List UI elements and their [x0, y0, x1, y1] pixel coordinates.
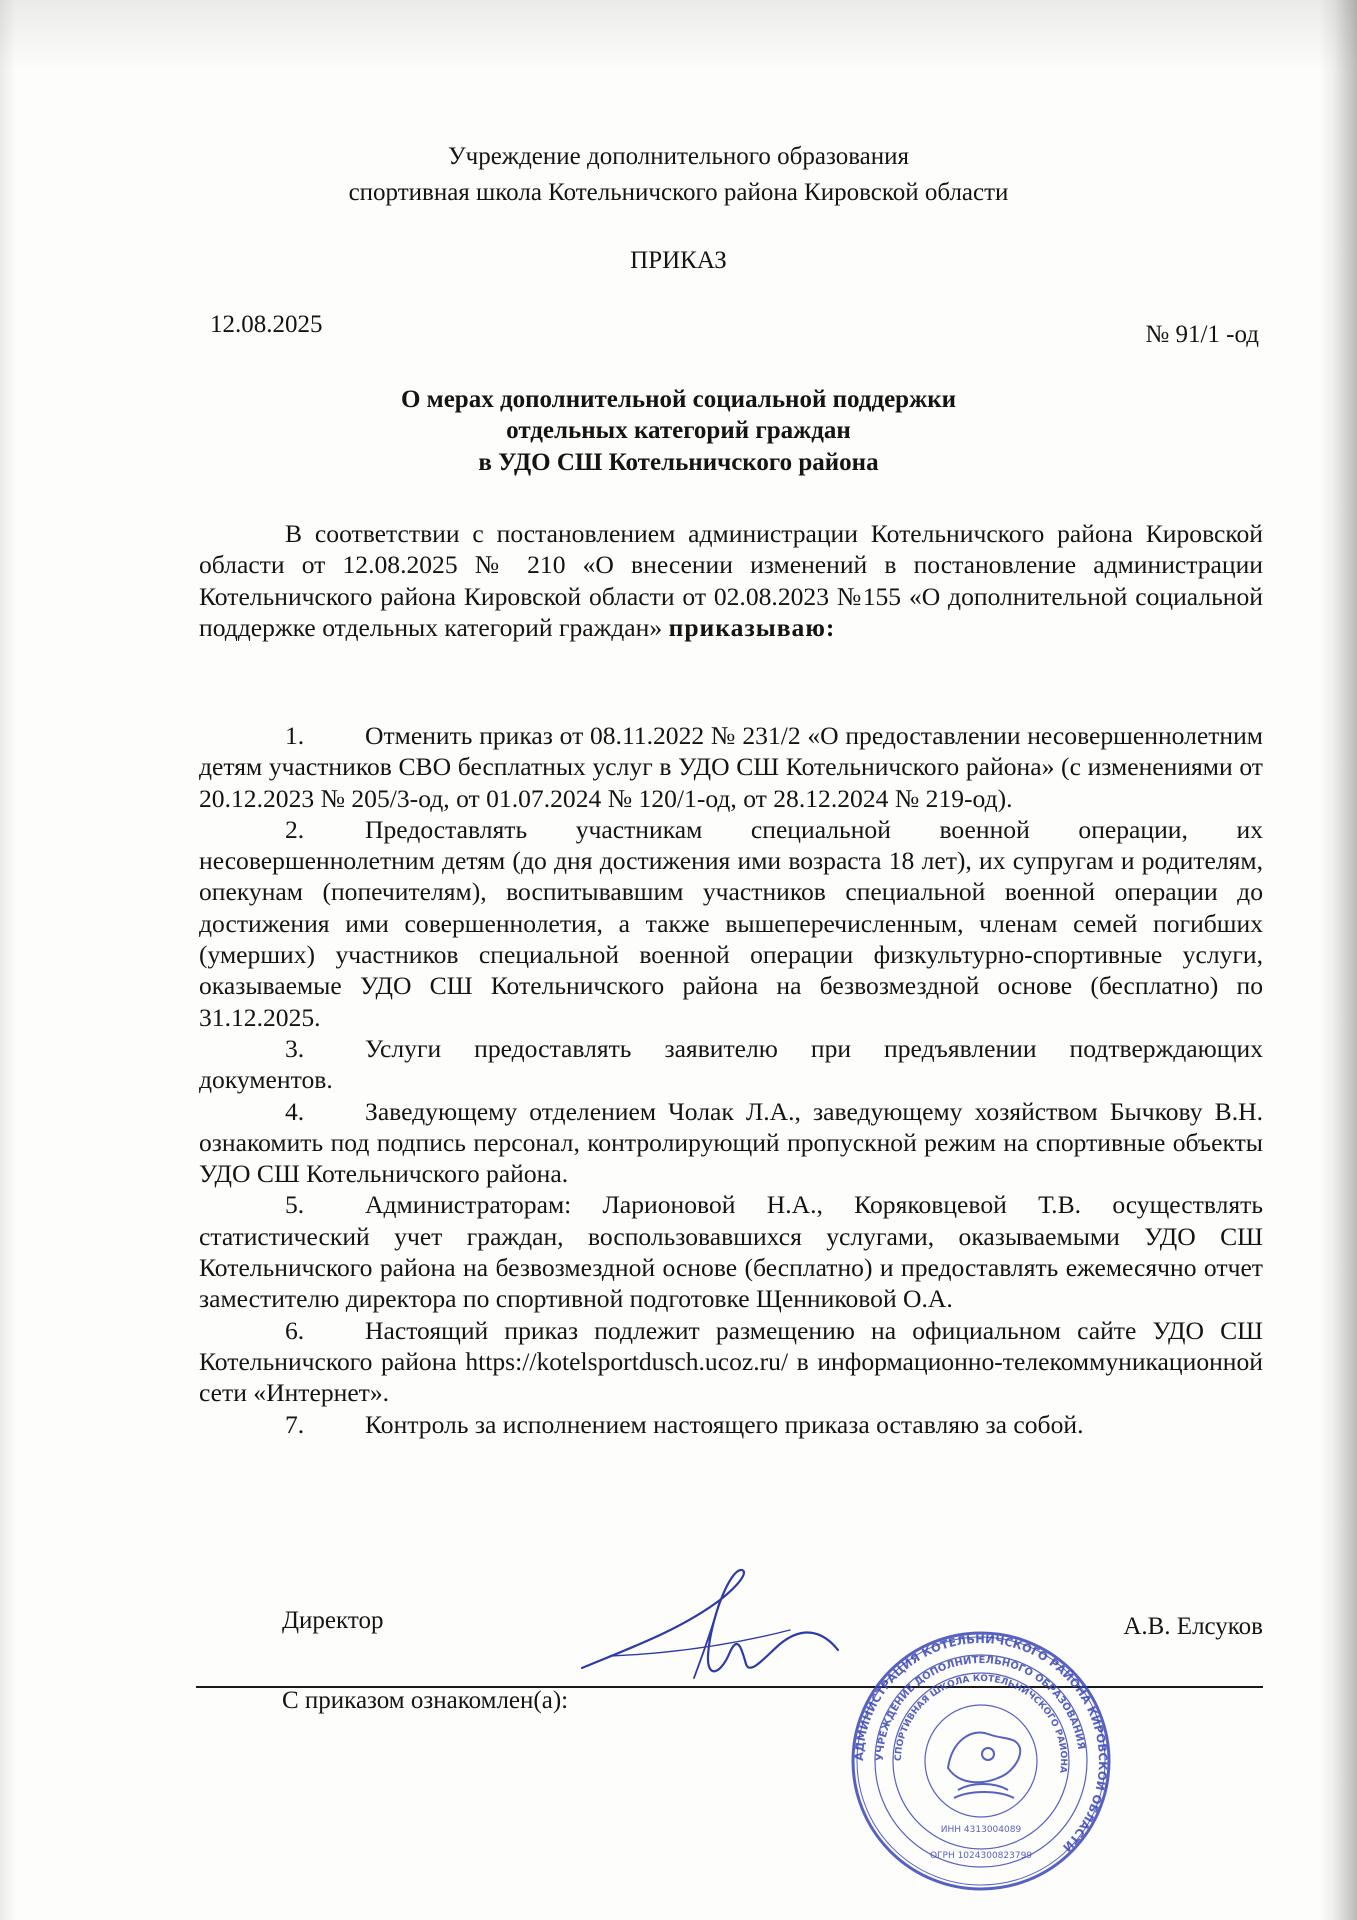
scan-shadow-left: [0, 0, 16, 1920]
order-title-line2: отдельных категорий граждан: [506, 417, 851, 444]
preamble-text: В соответствии с постановлением администрации Котельничского района Кировской области от 12.08.2025 № 210 «О внесении изменений в постановление администрации Котельничского района Кировской области от 02.08.2023 №155 «О дополнительной социальной поддержке отдельных категорий граждан»: [199, 519, 1263, 642]
order-title-line3: в УДО СШ Котельничского района: [478, 449, 879, 476]
seal-inner-text: СПОРТИВНАЯ ШКОЛА КОТЕЛЬНИЧСКОГО РАЙОНА: [893, 1673, 1069, 1774]
seal-inn: ИНН 4313004089: [940, 1825, 1022, 1835]
scan-shadow-right: [1319, 0, 1357, 1920]
signatory-position: Директор: [282, 1607, 384, 1634]
order-title-line1: О мерах дополнительной социальной поддержки: [400, 386, 957, 413]
order-item: 5. Администраторам: Ларионовой Н.А., Коряковцевой Т.В. осуществлять статистический учет граждан, воспользовавшихся услугами, оказываемыми УДО СШ Котельничского района на безвозмездной основе (бесплатно) и предоставлять ежемесячно отчет заместителю директора по спортивной подготовке Щенниковой О.А.: [199, 1190, 1263, 1314]
order-number: № 91/1 -од: [1145, 321, 1259, 348]
seal-middle-text: УЧРЕЖДЕНИЕ ДОПОЛНИТЕЛЬНОГО ОБРАЗОВАНИЯ: [874, 1654, 1087, 1762]
order-date: 12.08.2025: [210, 311, 323, 338]
seal-outer-text: АДМИНИСТРАЦИЯ КОТЕЛЬНИЧСКОГО РАЙОНА КИРОВСКОЙ ОБЛАСТИ: [851, 1631, 1111, 1855]
handwritten-signature: [570, 1560, 870, 1700]
order-item: 2. Предоставлять участникам специальной военной операции, их несовершеннолетним детям (до дня достижения ими возраста 18 лет), их супругам и родителям, опекунам (попечителям), воспитывавшим участников специальной военной операции до достижения ими совершеннолетия, а также вышеперечисленным, членам семей погибших (умерших) участников специальной военной операции физкультурно-спортивные услуги, оказываемые УДО СШ Котельничского района на безвозмездной основе (бесплатно) по 31.12.2025.: [199, 814, 1263, 1032]
order-item: 4. Заведующему отделением Чолак Л.А., заведующему хозяйством Бычкову В.Н. ознакомить под подпись персонал, контролирующий пропускной режим на спортивные объекты УДО СШ Котельничского района.: [199, 1096, 1263, 1189]
order-word: приказываю:: [668, 612, 836, 642]
seal-ogrn: ОГРН 1024300823799: [929, 1851, 1033, 1861]
org-name-line1: Учреждение дополнительного образования: [447, 143, 910, 170]
org-name-line2: спортивная школа Котельничского района Кировской области: [348, 179, 1009, 206]
scan-shadow-top: [0, 0, 1357, 70]
acknowledgement-label: С приказом ознакомлен(а):: [282, 1687, 569, 1714]
seal-emblem-icon: [948, 1732, 1020, 1798]
order-items: [199, 720, 1263, 1440]
preamble: [199, 518, 1263, 643]
signatory-name: А.В. Елсуков: [1123, 1613, 1263, 1640]
document-type: ПРИКАЗ: [630, 247, 727, 274]
order-item: 1. Отменить приказ от 08.11.2022 № 231/2 «О предоставлении несовершеннолетним детям участников СВО бесплатных услуг в УДО СШ Котельничского района» (с изменениями от 20.12.2023 № 205/3-од, от 01.07.2024 № 120/1-од, от 28.12.2024 № 219-од).: [199, 721, 1263, 813]
order-item: 3. Услуги предоставлять заявителю при предъявлении подтверждающих документов.: [199, 1033, 1263, 1095]
order-item: 6. Настоящий приказ подлежит размещению на официальном сайте УДО СШ Котельничского района https://kotelsportdusch.ucoz.ru/ в информационно-телекоммуникационной сети «Интернет».: [199, 1315, 1263, 1408]
order-item: 7. Контроль за исполнением настоящего приказа оставляю за собой.: [285, 1409, 1084, 1439]
official-seal: [848, 1628, 1114, 1894]
